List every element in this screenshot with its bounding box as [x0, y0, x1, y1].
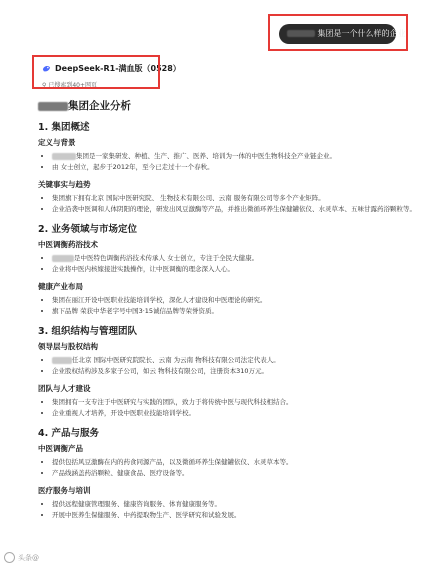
subsection-heading: 领导层与股权结构: [38, 342, 98, 351]
subsection-heading: 中医调衡药浴技术: [38, 240, 98, 249]
list-item: • 是中医特色调衡药浴技术传承人 女士创立，专注于全民大健康。: [52, 253, 420, 264]
list-item: • 企业将中医内核嫁接进实践操作，让中医调衡的理念深入人心。: [52, 264, 420, 275]
subsection-heading: 关键事实与趋势: [38, 180, 91, 189]
bullet-list: [38, 499, 420, 521]
list-item: • 由 女士创立，起步于2012年，至今已走过十一个春秋。: [52, 162, 420, 173]
bullet-list: [38, 151, 420, 173]
bullet-list: [38, 355, 420, 377]
subsection-heading: 中医调衡产品: [38, 444, 83, 453]
section-heading: 2. 业务领域与市场定位: [38, 224, 138, 235]
list-item: • 产品线涵盖药浴颗粒、健康食品、医疗设备等。: [52, 468, 420, 479]
bullet-list: [38, 193, 420, 215]
list-item: • 集团是一家集研发、种植、生产、推广、医养、培训为一体的中医生物科技全产业链企业。: [52, 151, 420, 162]
watermark-logo-icon: [4, 552, 15, 563]
list-item: • 任北京 国际中医研究院院长、云南 为云南 物科技有限公司法定代表人。: [52, 355, 420, 366]
section-heading: 3. 组织结构与管理团队: [38, 326, 138, 337]
list-item: • 集团在丽江开设中医职业技能培训学校，深化人才建设和中医理论的研究。: [52, 295, 420, 306]
model-name: DeepSeek-R1-满血版（0528）: [55, 64, 181, 73]
bullet-list: [38, 457, 420, 479]
section-heading: 4. 产品与服务: [38, 428, 100, 439]
list-item: • 集团拥有一支专注于中医研究与实践的团队，致力于将传统中医与现代科技相结合。: [52, 397, 420, 408]
bullet-list: [38, 397, 420, 419]
redacted-text: [287, 30, 315, 37]
watermark: 头条@: [4, 552, 39, 563]
section-heading: 1. 集团概述: [38, 122, 90, 133]
answer-title: 集团企业分析: [38, 98, 420, 113]
search-status[interactable]: [42, 80, 97, 89]
list-item: • 旗下品牌 荣获中华老字号中国3·15诚信品牌等荣誉资质。: [52, 306, 420, 317]
subsection-heading: 医疗服务与培训: [38, 486, 91, 495]
subsection-heading: 团队与人才建设: [38, 384, 91, 393]
model-header: [42, 63, 181, 74]
list-item: • 企业股权结构涉及多家子公司，如云 物科技有限公司，注册资本310万元。: [52, 366, 420, 377]
list-item: • 集团旗下拥有北京 国际中医研究院、 生物技术有限公司、云南 服务有限公司等多个产业矩阵。: [52, 193, 420, 204]
list-item: • 企业重视人才培养，开设中医职业技能培训学校。: [52, 408, 420, 419]
answer-content: [38, 98, 420, 527]
subsection-heading: 健康产业布局: [38, 282, 83, 291]
search-icon: ⚲: [42, 82, 47, 89]
bullet-list: [38, 295, 420, 317]
subsection-heading: 定义与背景: [38, 138, 76, 147]
user-message-text: 集团是一个什么样的企业: [317, 29, 406, 38]
list-item: • 提供远程健康管理服务、健康咨询服务、体育健康服务等。: [52, 499, 420, 510]
user-message-bubble: [279, 24, 406, 44]
list-item: • 提供包括风豆激酶在内的药食同源产品，以及微循环养生保健罐依仪、水灵草本等。: [52, 457, 420, 468]
deepseek-logo-icon: [42, 64, 51, 73]
list-item: • 企业沿袭中医调和人体阴阳的理论，研发出风豆激酶等产品，并推出微循环养生保健罐依仪、水灵草本、五味甘露药浴颗粒等。: [52, 204, 420, 215]
bullet-list: [38, 253, 420, 275]
search-status-text: 已搜索到40+网页: [48, 82, 97, 89]
list-item: • 开展中医养生保健服务、中药提取物生产、医学研究和试验发展。: [52, 510, 420, 521]
redacted-text: [38, 102, 68, 111]
